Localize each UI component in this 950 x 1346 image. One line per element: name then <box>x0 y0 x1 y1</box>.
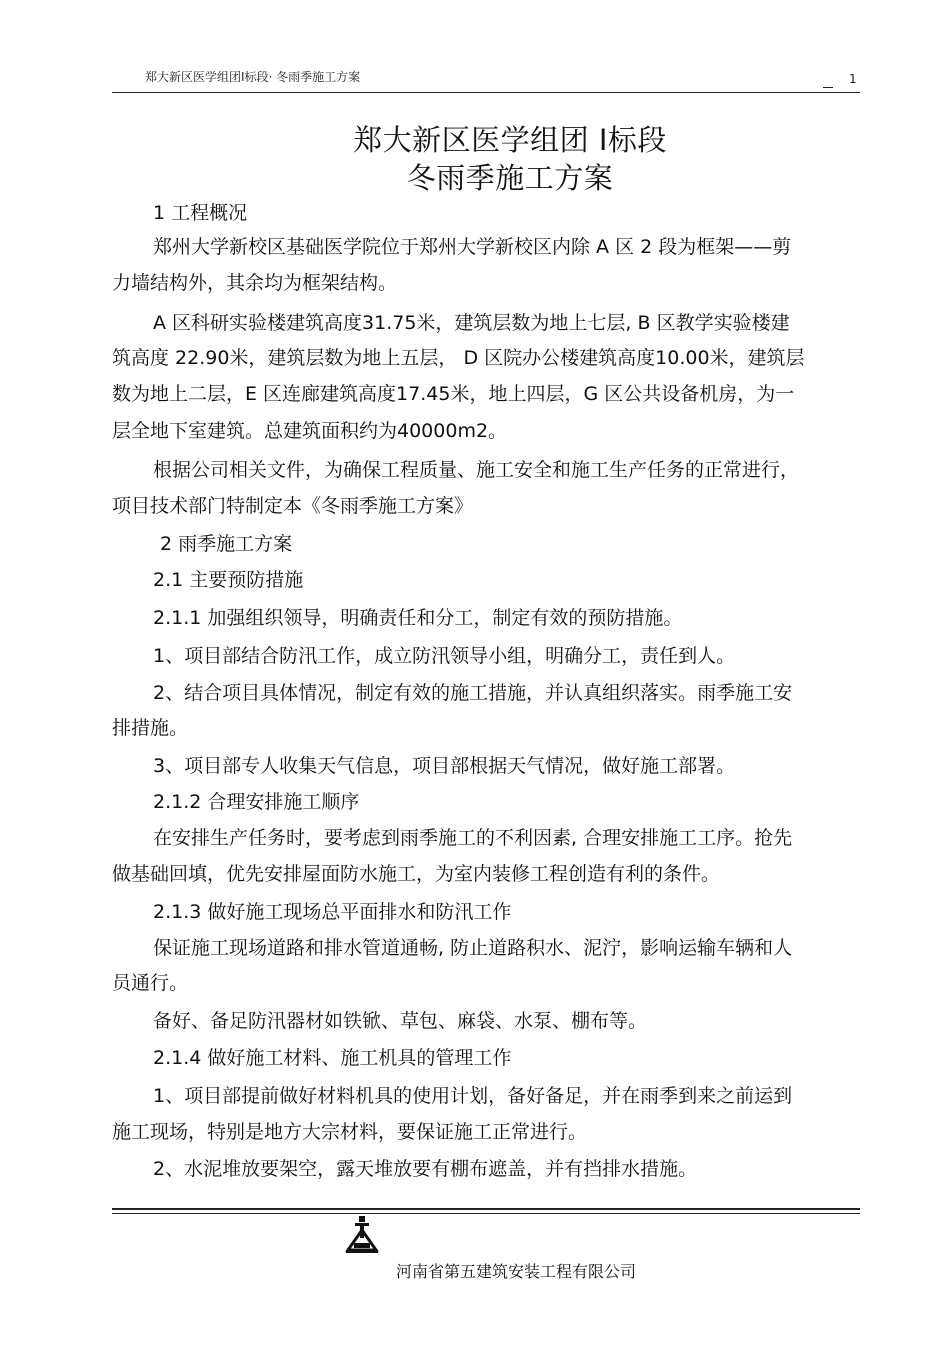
footer-rule <box>112 1208 860 1210</box>
paragraph-line: 项目技术部门特制定本《冬雨季施工方案》 <box>112 495 474 517</box>
paragraph-line: 筑高度 22.90米，建筑层数为地上五层， D 区院办公楼建筑高度10.00米，建筑层 <box>112 347 805 369</box>
section-2-1-heading: 2.1 主要预防措施 <box>153 569 304 591</box>
document-title-line2: 冬雨季施工方案 <box>406 161 614 195</box>
list-item: 2、结合项目具体情况，制定有效的施工措施，并认真组织落实。雨季施工安 <box>153 682 793 704</box>
paragraph-line: 力墙结构外，其余均为框架结构。 <box>112 272 398 294</box>
section-1-heading: 1 工程概况 <box>153 202 248 224</box>
footer-rule <box>112 1213 860 1214</box>
paragraph-line: 员通行。 <box>112 972 189 994</box>
paragraph-line: 根据公司相关文件，为确保工程质量、施工安全和施工生产任务的正常进行， <box>153 459 800 481</box>
header-rule <box>112 92 860 93</box>
header-mark <box>823 87 833 88</box>
paragraph-line: 备好、备足防汛器材如铁锨、草包、麻袋、水泵、棚布等。 <box>153 1010 648 1032</box>
paragraph-line: 在安排生产任务时，要考虑到雨季施工的不利因素, 合理安排施工工序。抢先 <box>153 827 793 849</box>
company-name: 河南省第五建筑安装工程有限公司 <box>396 1262 637 1281</box>
paragraph-line: A 区科研实验楼建筑高度31.75米，建筑层数为地上七层, B 区教学实验楼建 <box>153 312 790 334</box>
list-item: 3、项目部专人收集天气信息，项目部根据天气情况，做好施工部署。 <box>153 755 736 777</box>
section-2-1-4-heading: 2.1.4 做好施工材料、施工机具的管理工作 <box>153 1047 512 1069</box>
section-2-1-2-heading: 2.1.2 合理安排施工顺序 <box>153 791 360 813</box>
list-item: 2、水泥堆放要架空，露天堆放要有棚布遮盖，并有挡排水措施。 <box>153 1158 698 1180</box>
document-title-line1: 郑大新区医学组团 Ⅰ标段 <box>353 123 667 157</box>
list-item: 1、项目部结合防汛工作，成立防汛领导小组，明确分工，责任到人。 <box>153 645 736 667</box>
section-2-heading: 2 雨季施工方案 <box>160 533 293 555</box>
paragraph-line: 做基础回填，优先安排屋面防水施工，为室内装修工程创造有利的条件。 <box>112 863 721 885</box>
paragraph-line: 郑州大学新校区基础医学院位于郑州大学新校区内除 A 区 2 段为框架——剪 <box>153 236 792 258</box>
list-item-continuation: 施工现场，特别是地方大宗材料，要保证施工正常进行。 <box>112 1121 588 1143</box>
company-logo-icon <box>345 1216 379 1254</box>
section-2-1-1-heading: 2.1.1 加强组织领导，明确责任和分工，制定有效的预防措施。 <box>153 607 683 629</box>
page-number: 1 <box>849 72 857 86</box>
section-2-1-3-heading: 2.1.3 做好施工现场总平面排水和防汛工作 <box>153 901 512 923</box>
paragraph-line: 保证施工现场道路和排水管道通畅, 防止道路积水、泥泞，影响运输车辆和人 <box>153 937 793 959</box>
list-item-continuation: 排措施。 <box>112 717 189 739</box>
paragraph-line: 数为地上二层，E 区连廊建筑高度17.45米，地上四层，G 区公共设备机房，为一 <box>112 383 795 405</box>
list-item: 1、项目部提前做好材料机具的使用计划，备好备足，并在雨季到来之前运到 <box>153 1085 793 1107</box>
paragraph-line: 层全地下室建筑。总建筑面积约为40000m2。 <box>112 420 508 442</box>
running-title: 郑大新区医学组团Ⅰ标段· 冬雨季施工方案 <box>145 70 361 84</box>
